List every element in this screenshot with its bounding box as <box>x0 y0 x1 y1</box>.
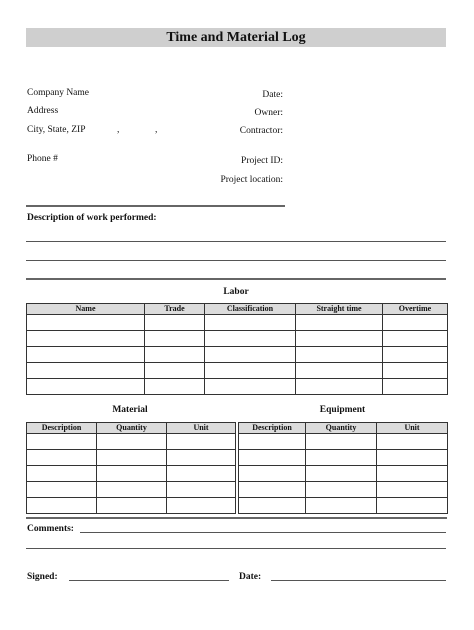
labor-cell[interactable] <box>383 363 448 379</box>
project-location-label: Project location: <box>220 175 283 185</box>
table-row <box>239 498 448 514</box>
sign-date-line[interactable] <box>271 580 446 581</box>
work-description-label: Description of work performed: <box>27 213 157 223</box>
table-row <box>239 434 448 450</box>
labor-header-straight-time: Straight time <box>296 304 383 315</box>
project-id-label: Project ID: <box>241 156 283 166</box>
material-cell[interactable] <box>27 466 97 482</box>
comments-line-2[interactable] <box>26 548 446 549</box>
equipment-header-quantity: Quantity <box>306 423 377 434</box>
labor-table <box>26 303 448 395</box>
tables-divider <box>26 517 447 519</box>
labor-cell[interactable] <box>296 331 383 347</box>
labor-header-classification: Classification <box>205 304 296 315</box>
equipment-header-description: Description <box>239 423 306 434</box>
labor-cell[interactable] <box>296 379 383 395</box>
labor-cell[interactable] <box>27 363 145 379</box>
equipment-cell[interactable] <box>306 450 377 466</box>
labor-title: Labor <box>223 287 249 297</box>
labor-cell[interactable] <box>205 363 296 379</box>
labor-cell[interactable] <box>27 347 145 363</box>
material-table <box>26 422 236 514</box>
labor-cell[interactable] <box>205 347 296 363</box>
material-cell[interactable] <box>27 434 97 450</box>
labor-cell[interactable] <box>145 379 205 395</box>
material-cell[interactable] <box>97 434 167 450</box>
labor-cell[interactable] <box>145 331 205 347</box>
labor-cell[interactable] <box>296 363 383 379</box>
address-label: Address <box>27 106 59 116</box>
equipment-cell[interactable] <box>239 466 306 482</box>
equipment-cell[interactable] <box>377 466 448 482</box>
equipment-cell[interactable] <box>306 466 377 482</box>
table-row <box>27 466 236 482</box>
signed-label: Signed: <box>27 572 58 582</box>
labor-cell[interactable] <box>205 315 296 331</box>
material-header-description: Description <box>27 423 97 434</box>
table-row <box>27 363 448 379</box>
page-title: Time and Material Log <box>166 30 306 45</box>
material-cell[interactable] <box>167 498 236 514</box>
material-cell[interactable] <box>27 482 97 498</box>
labor-cell[interactable] <box>27 331 145 347</box>
work-description-line-2[interactable] <box>26 260 446 261</box>
table-row <box>27 434 236 450</box>
table-row <box>27 347 448 363</box>
labor-cell[interactable] <box>145 347 205 363</box>
equipment-cell[interactable] <box>239 482 306 498</box>
table-row <box>27 315 448 331</box>
material-cell[interactable] <box>167 482 236 498</box>
equipment-cell[interactable] <box>377 450 448 466</box>
equipment-cell[interactable] <box>306 482 377 498</box>
labor-cell[interactable] <box>383 379 448 395</box>
table-row <box>27 482 236 498</box>
equipment-cell[interactable] <box>377 434 448 450</box>
work-description-line-1[interactable] <box>26 241 446 242</box>
material-cell[interactable] <box>97 466 167 482</box>
labor-cell[interactable] <box>205 331 296 347</box>
city-state-separator: , <box>117 125 120 135</box>
material-cell[interactable] <box>27 498 97 514</box>
equipment-cell[interactable] <box>377 498 448 514</box>
table-row <box>239 466 448 482</box>
labor-header-trade: Trade <box>145 304 205 315</box>
phone-label: Phone # <box>27 154 58 164</box>
labor-cell[interactable] <box>296 347 383 363</box>
comments-label: Comments: <box>27 524 74 534</box>
work-description-line-3[interactable] <box>26 278 446 280</box>
date-label: Date: <box>262 90 283 100</box>
material-cell[interactable] <box>27 450 97 466</box>
material-cell[interactable] <box>167 434 236 450</box>
header-divider <box>26 205 285 207</box>
labor-header-name: Name <box>27 304 145 315</box>
material-cell[interactable] <box>167 466 236 482</box>
equipment-cell[interactable] <box>306 498 377 514</box>
table-row <box>27 498 236 514</box>
state-zip-separator: , <box>155 125 158 135</box>
equipment-cell[interactable] <box>306 434 377 450</box>
labor-cell[interactable] <box>383 331 448 347</box>
sign-date-label: Date: <box>239 572 262 582</box>
material-cell[interactable] <box>167 450 236 466</box>
labor-cell[interactable] <box>27 315 145 331</box>
table-row <box>27 379 448 395</box>
owner-label: Owner: <box>254 108 283 118</box>
table-row <box>27 331 448 347</box>
equipment-cell[interactable] <box>239 434 306 450</box>
equipment-cell[interactable] <box>377 482 448 498</box>
material-header-unit: Unit <box>167 423 236 434</box>
company-name-label: Company Name <box>27 88 90 98</box>
labor-cell[interactable] <box>383 315 448 331</box>
labor-header-overtime: Overtime <box>383 304 448 315</box>
equipment-cell[interactable] <box>239 450 306 466</box>
labor-cell[interactable] <box>296 315 383 331</box>
material-cell[interactable] <box>97 482 167 498</box>
comments-line-1[interactable] <box>80 532 446 533</box>
material-cell[interactable] <box>97 498 167 514</box>
signature-line[interactable] <box>69 580 229 581</box>
contractor-label: Contractor: <box>239 126 283 136</box>
labor-cell[interactable] <box>383 347 448 363</box>
equipment-title: Equipment <box>319 405 366 415</box>
table-row <box>239 482 448 498</box>
equipment-cell[interactable] <box>239 498 306 514</box>
labor-cell[interactable] <box>205 379 296 395</box>
labor-cell[interactable] <box>145 315 205 331</box>
labor-cell[interactable] <box>145 363 205 379</box>
material-header-quantity: Quantity <box>97 423 167 434</box>
labor-cell[interactable] <box>27 379 145 395</box>
table-row <box>239 450 448 466</box>
equipment-table <box>238 422 448 514</box>
material-title: Material <box>112 405 148 415</box>
material-cell[interactable] <box>97 450 167 466</box>
equipment-header-unit: Unit <box>377 423 448 434</box>
city-state-zip-label: City, State, ZIP <box>27 125 86 135</box>
table-row <box>27 450 236 466</box>
